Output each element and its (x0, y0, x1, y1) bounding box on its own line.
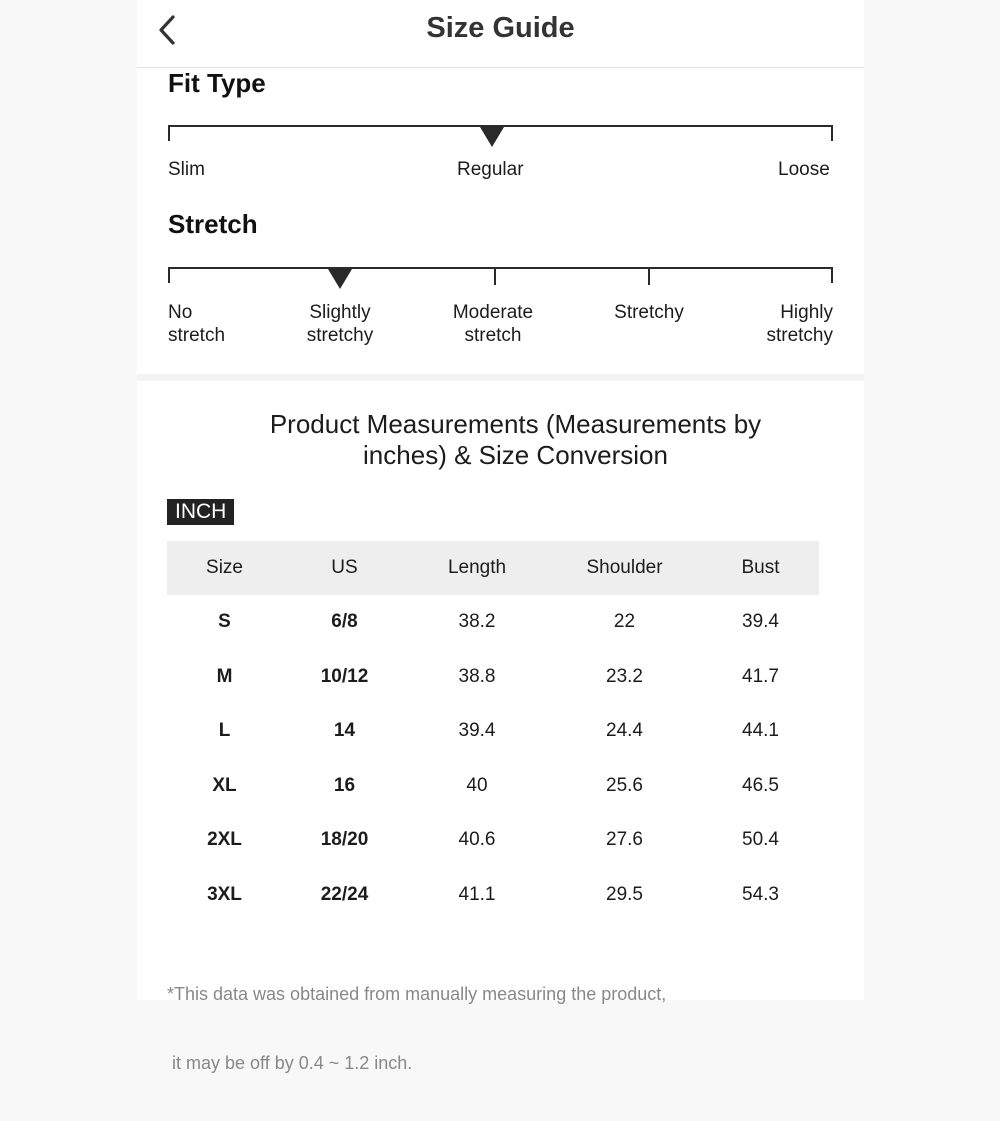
stretch-label-no: No stretch (168, 302, 226, 346)
fit-label-regular: Regular (457, 159, 524, 180)
shoulder-cell: 27.6 (606, 829, 643, 851)
fit-type-marker (480, 127, 504, 147)
length-cell: 38.8 (458, 665, 496, 687)
stretch-label-slightly: Slightly stretchy (306, 302, 374, 346)
length-cell: 41.1 (458, 883, 496, 905)
column-header: Size (167, 541, 282, 595)
measurements-title: Product Measurements (Measurements by inches) & Size Conversion (269, 409, 762, 470)
bust-cell: 46.5 (742, 774, 779, 796)
top-bar (137, 0, 864, 68)
length-cell: 38.2 (458, 611, 496, 633)
stretch-tick (494, 269, 496, 285)
table-row (167, 868, 819, 923)
fit-type-title: Fit Type (168, 68, 266, 98)
unit-badge[interactable]: INCH (167, 499, 234, 525)
page-title: Size Guide (426, 12, 575, 44)
stretch-tick (648, 269, 650, 285)
table-row (167, 759, 819, 814)
stretch-label-moderate: Moderate stretch (452, 302, 534, 346)
measurement-note: *This data was obtained from manually measuring the product, it may be off by 0.4 ~ 1.2 inch. (167, 984, 667, 1073)
length-cell: 40 (466, 774, 488, 796)
table-row (167, 595, 819, 650)
length-cell: 40.6 (458, 829, 496, 851)
column-header: US (282, 541, 407, 595)
size-cell: 2XL (207, 829, 242, 851)
column-header: Length (407, 541, 547, 595)
stretch-marker (328, 269, 352, 289)
us-cell: 14 (333, 720, 356, 742)
size-table (167, 541, 819, 922)
shoulder-cell: 24.4 (606, 720, 643, 742)
shoulder-cell: 29.5 (606, 883, 643, 905)
bust-cell: 44.1 (742, 720, 779, 742)
shoulder-cell: 22 (613, 611, 636, 633)
bust-cell: 54.3 (742, 883, 779, 905)
fit-panel (137, 68, 864, 374)
size-cell: M (216, 665, 233, 687)
us-cell: 18/20 (320, 829, 369, 851)
column-header: Bust (702, 541, 819, 595)
us-cell: 16 (333, 774, 356, 796)
fit-label-slim: Slim (168, 159, 205, 180)
fit-label-loose: Loose (778, 159, 830, 180)
stretch-scale (168, 267, 833, 283)
stretch-label-highly: Highly stretchy (766, 302, 833, 346)
table-header-row (167, 541, 819, 595)
shoulder-cell: 25.6 (606, 774, 643, 796)
table-row (167, 813, 819, 868)
measurements-panel (137, 381, 864, 1073)
bust-cell: 50.4 (742, 829, 779, 851)
bust-cell: 39.4 (742, 611, 779, 633)
stretch-label-stretchy: Stretchy (614, 302, 684, 323)
us-cell: 10/12 (320, 665, 369, 687)
us-cell: 6/8 (331, 611, 358, 633)
length-cell: 39.4 (458, 720, 496, 742)
stretch-title: Stretch (168, 209, 258, 239)
table-row (167, 704, 819, 759)
size-cell: XL (212, 774, 237, 796)
us-cell: 22/24 (320, 883, 369, 905)
column-header: Shoulder (547, 541, 702, 595)
size-cell: L (218, 720, 231, 742)
size-cell: S (218, 611, 231, 633)
shoulder-cell: 23.2 (606, 665, 643, 687)
bust-cell: 41.7 (742, 665, 779, 687)
table-row (167, 650, 819, 705)
size-cell: 3XL (207, 883, 242, 905)
